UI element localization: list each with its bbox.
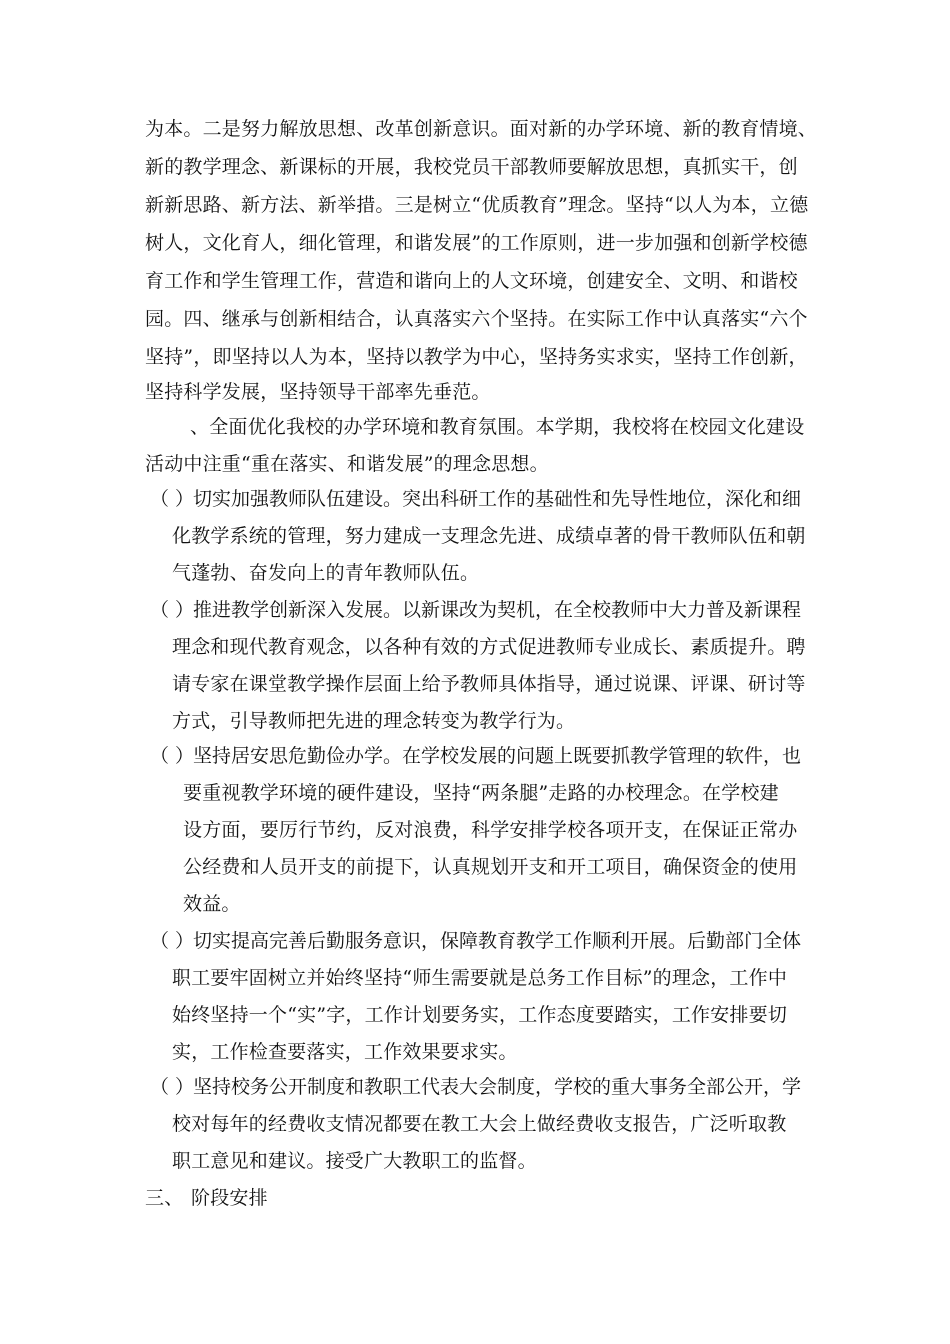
list-item-line: 请专家在课堂教学操作层面上给予教师具体指导，通过说课、评课、研讨等 <box>172 673 806 695</box>
list-item-line: 气蓬勃、奋发向上的青年教师队伍。 <box>172 562 480 584</box>
list-item-line: 切实提高完善后勤服务意识，保障教育教学工作顺利开展。后勤部门全体 <box>193 930 802 952</box>
list-item-line: 效益。 <box>183 893 241 915</box>
list-item-line: 校对每年的经费收支情况都要在教工大会上做经费收支报告，广泛听取教 <box>172 1113 787 1135</box>
list-item-marker: （ ） <box>150 488 195 510</box>
list-item-line: 职工要牢固树立并始终坚持“师生需要就是总务工作目标”的理念，工作中 <box>172 967 788 989</box>
list-item-line: 方式，引导教师把先进的理念转变为教学行为。 <box>172 710 576 732</box>
list-item-line: 职工意见和建议。接受广大教职工的监督。 <box>172 1150 537 1172</box>
section-heading: 阶段安排 <box>191 1187 268 1209</box>
paragraph-line: 树人，文化育人，细化管理，和谐发展”的工作原则，进一步加强和创新学校德 <box>145 232 808 254</box>
paragraph-line: 园。四、继承与创新相结合，认真落实六个坚持。在实际工作中认真落实“六个 <box>145 308 808 330</box>
list-item-line: 要重视教学环境的硬件建设，坚持“两条腿”走路的办校理念。在学校建 <box>183 782 779 804</box>
list-item-line: 推进教学创新深入发展。以新课改为契机，在全校教师中大力普及新课程 <box>193 599 802 621</box>
paragraph-line: 坚持科学发展，坚持领导干部率先垂范。 <box>145 381 491 403</box>
paragraph-line: 新新思路、新方法、新举措。三是树立“优质教育”理念。坚持“以人为本，立德 <box>145 194 809 216</box>
paragraph-line: 为本。二是努力解放思想、改革创新意识。面对新的办学环境、新的教育情境、 <box>145 118 818 140</box>
list-item-line: 实，工作检查要落实，工作效果要求实。 <box>172 1041 518 1063</box>
list-item-line: 始终坚持一个“实”字，工作计划要务实，工作态度要踏实，工作安排要切 <box>172 1004 788 1026</box>
list-item-line: 理念和现代教育观念，以各种有效的方式促进教师专业成长、素质提升。聘 <box>172 636 806 658</box>
list-item-line: 设方面，要厉行节约，反对浪费，科学安排学校各项开支，在保证正常办 <box>183 819 798 841</box>
paragraph-line: 育工作和学生管理工作，营造和谐向上的人文环境，创建安全、文明、和谐校 <box>145 270 798 292</box>
section-number: 三、 <box>145 1187 184 1209</box>
paragraph-line: 、全面优化我校的办学环境和教育氛围。本学期，我校将在校园文化建设 <box>190 416 805 438</box>
list-item-line: 公经费和人员开支的前提下，认真规划开支和开工项目，确保资金的使用 <box>183 856 798 878</box>
list-item-marker: （ ） <box>150 1076 195 1098</box>
list-item-marker: （ ） <box>150 930 195 952</box>
paragraph-line: 新的教学理念、新课标的开展，我校党员干部教师要解放思想，真抓实干，创 <box>145 156 798 178</box>
list-item-marker: （ ） <box>150 599 195 621</box>
paragraph-line: 坚持”，即坚持以人为本，坚持以教学为中心，坚持务实求实，坚持工作创新， <box>145 346 808 368</box>
list-item-line: 切实加强教师队伍建设。突出科研工作的基础性和先导性地位，深化和细 <box>193 488 802 510</box>
list-item-line: 坚持校务公开制度和教职工代表大会制度，学校的重大事务全部公开，学 <box>193 1076 802 1098</box>
paragraph-line: 活动中注重“重在落实、和谐发展”的理念思想。 <box>145 453 549 475</box>
list-item-line: 化教学系统的管理，努力建成一支理念先进、成绩卓著的骨干教师队伍和朝 <box>172 525 806 547</box>
list-item-marker: （ ） <box>150 745 195 767</box>
list-item-line: 坚持居安思危勤俭办学。在学校发展的问题上既要抓教学管理的软件，也 <box>193 745 802 767</box>
